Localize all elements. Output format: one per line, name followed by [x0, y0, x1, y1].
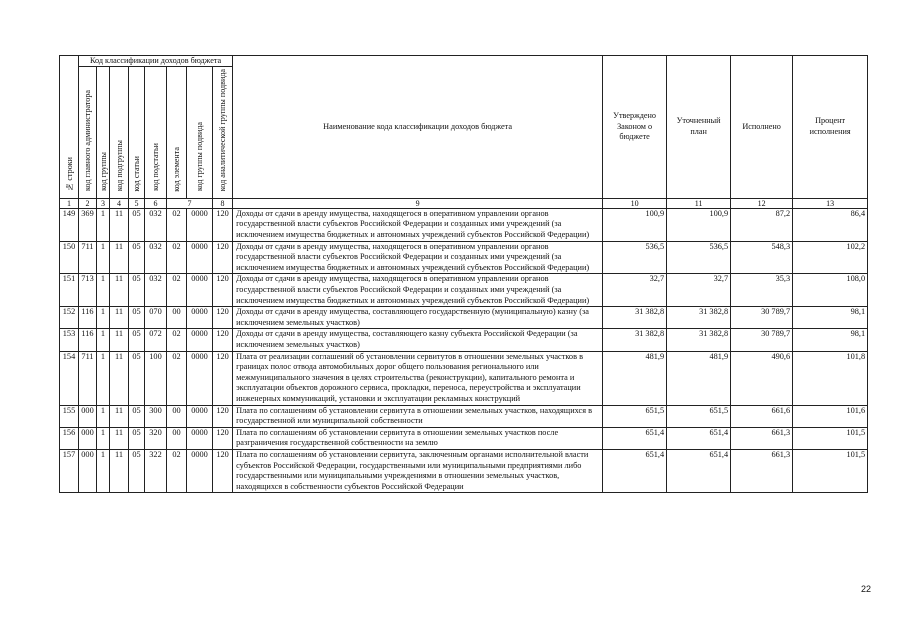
column-number: 13 — [793, 198, 868, 208]
analytic-group-code-cell: 120 — [213, 329, 233, 351]
execution-percent-cell: 98,1 — [793, 329, 868, 351]
table-row — [60, 241, 868, 274]
analytic-group-code-cell: 120 — [213, 274, 233, 307]
approved-amount-cell: 651,4 — [603, 427, 667, 449]
revenue-name-cell: Плата от реализации соглашений об установлении сервитутов в отношении земельных участков в границах полос отвода автомобильных дорог общего пользования регионального или межмуниципального значения в целях строительства (реконструкции), капитального ремонта и эксплуатации объектов дорожного сервиса, прокладки, переноса, переустройства и эксплуатации инженерных коммуникаций, установки и эксплуатации рекламных конструкций — [233, 351, 603, 405]
column-number: 11 — [667, 198, 731, 208]
column-number: 3 — [97, 198, 110, 208]
element-code-cell: 02 — [167, 241, 187, 274]
header-classification-group: Код классификации доходов бюджета — [79, 56, 233, 67]
approved-amount-cell: 31 382,8 — [603, 329, 667, 351]
subtype-group-code-cell: 0000 — [187, 449, 213, 492]
subtype-group-code-cell: 0000 — [187, 208, 213, 241]
header-row-no: № строки — [60, 56, 79, 199]
subgroup-code-cell: 11 — [110, 307, 129, 329]
revenue-name-cell: Плата по соглашениям об установлении сервитута, заключенным органами исполнительной власти субъектов Российской Федерации, государственными или муниципальными предприятиями либо государственными или муниципальными учреждениями в отношении земельных участков, находящихся в собственности субъектов Российской Федерации — [233, 449, 603, 492]
table-row — [60, 329, 868, 351]
header-article-code: код статьи — [129, 67, 145, 199]
approved-amount-cell: 651,4 — [603, 449, 667, 492]
plan-amount-cell: 651,5 — [667, 405, 731, 427]
group-code-cell: 1 — [97, 351, 110, 405]
admin-code-cell: 369 — [79, 208, 97, 241]
budget-revenue-table — [59, 55, 868, 493]
subarticle-code-cell: 072 — [145, 329, 167, 351]
approved-amount-cell: 536,5 — [603, 241, 667, 274]
row-line-number: 155 — [60, 405, 79, 427]
column-number: 12 — [731, 198, 793, 208]
article-code-cell: 05 — [129, 351, 145, 405]
subgroup-code-cell: 11 — [110, 449, 129, 492]
plan-amount-cell: 31 382,8 — [667, 307, 731, 329]
element-code-cell: 02 — [167, 274, 187, 307]
subgroup-code-cell: 11 — [110, 274, 129, 307]
subgroup-code-cell: 11 — [110, 427, 129, 449]
header-admin-code: код главного администратора — [79, 67, 97, 199]
article-code-cell: 05 — [129, 274, 145, 307]
execution-percent-cell: 101,5 — [793, 427, 868, 449]
subgroup-code-cell: 11 — [110, 405, 129, 427]
executed-amount-cell: 490,6 — [731, 351, 793, 405]
approved-amount-cell: 651,5 — [603, 405, 667, 427]
admin-code-cell: 711 — [79, 241, 97, 274]
header-subgroup-code: код подгруппы — [110, 67, 129, 199]
group-code-cell: 1 — [97, 427, 110, 449]
column-number: 8 — [213, 198, 233, 208]
article-code-cell: 05 — [129, 208, 145, 241]
analytic-group-code-cell: 120 — [213, 427, 233, 449]
execution-percent-cell: 108,0 — [793, 274, 868, 307]
plan-amount-cell: 651,4 — [667, 427, 731, 449]
column-number: 10 — [603, 198, 667, 208]
executed-amount-cell: 87,2 — [731, 208, 793, 241]
revenue-name-cell: Доходы от сдачи в аренду имущества, составляющего государственную (муниципальную) казну (за исключением земельных участков) — [233, 307, 603, 329]
revenue-name-cell: Плата по соглашениям об установлении сервитута в отношении земельных участков после разграничения государственной собственности на землю — [233, 427, 603, 449]
header-subtype-group-code: код группы подвида — [187, 67, 213, 199]
plan-amount-cell: 31 382,8 — [667, 329, 731, 351]
revenue-name-cell: Доходы от сдачи в аренду имущества, находящегося в оперативном управлении органов государственной власти субъектов Российской Федерации и созданных ими учреждений (за исключением имущества бюджетных и автономных учреждений субъектов Российской Федерации) — [233, 274, 603, 307]
analytic-group-code-cell: 120 — [213, 351, 233, 405]
subtype-group-code-cell: 0000 — [187, 241, 213, 274]
admin-code-cell: 711 — [79, 351, 97, 405]
column-number: 1 — [60, 198, 79, 208]
execution-percent-cell: 102,2 — [793, 241, 868, 274]
table-row — [60, 405, 868, 427]
subarticle-code-cell: 100 — [145, 351, 167, 405]
subarticle-code-cell: 070 — [145, 307, 167, 329]
group-code-cell: 1 — [97, 307, 110, 329]
revenue-name-cell: Плата по соглашениям об установлении сервитута в отношении земельных участков, находящихся в государственной или муниципальной собственности — [233, 405, 603, 427]
admin-code-cell: 000 — [79, 427, 97, 449]
subgroup-code-cell: 11 — [110, 351, 129, 405]
row-line-number: 152 — [60, 307, 79, 329]
header-plan: Уточненный план — [667, 56, 731, 199]
plan-amount-cell: 32,7 — [667, 274, 731, 307]
row-line-number: 149 — [60, 208, 79, 241]
execution-percent-cell: 101,8 — [793, 351, 868, 405]
column-number: 5 — [129, 198, 145, 208]
header-element-code: код элемента — [167, 67, 187, 199]
revenue-name-cell: Доходы от сдачи в аренду имущества, находящегося в оперативном управлении органов государственной власти субъектов Российской Федерации и созданных ими учреждений (за исключением имущества бюджетных и автономных учреждений субъектов Российской Федерации) — [233, 208, 603, 241]
group-code-cell: 1 — [97, 208, 110, 241]
subtype-group-code-cell: 0000 — [187, 351, 213, 405]
subarticle-code-cell: 032 — [145, 274, 167, 307]
row-line-number: 150 — [60, 241, 79, 274]
column-number: 4 — [110, 198, 129, 208]
table-row — [60, 208, 868, 241]
executed-amount-cell: 30 789,7 — [731, 307, 793, 329]
page-number: 22 — [861, 584, 872, 594]
analytic-group-code-cell: 120 — [213, 449, 233, 492]
executed-amount-cell: 661,3 — [731, 427, 793, 449]
execution-percent-cell: 101,5 — [793, 449, 868, 492]
group-code-cell: 1 — [97, 405, 110, 427]
table-row — [60, 427, 868, 449]
execution-percent-cell: 101,6 — [793, 405, 868, 427]
header-name: Наименование кода классификации доходов бюджета — [233, 56, 603, 199]
header-approved: Утверждено Законом о бюджете — [603, 56, 667, 199]
group-code-cell: 1 — [97, 449, 110, 492]
element-code-cell: 02 — [167, 351, 187, 405]
element-code-cell: 02 — [167, 329, 187, 351]
revenue-name-cell: Доходы от сдачи в аренду имущества, находящегося в оперативном управлении органов государственной власти субъектов Российской Федерации и созданных ими учреждений (за исключением имущества бюджетных и автономных учреждений субъектов Российской Федерации) — [233, 241, 603, 274]
approved-amount-cell: 32,7 — [603, 274, 667, 307]
article-code-cell: 05 — [129, 307, 145, 329]
group-code-cell: 1 — [97, 274, 110, 307]
analytic-group-code-cell: 120 — [213, 405, 233, 427]
plan-amount-cell: 651,4 — [667, 449, 731, 492]
plan-amount-cell: 536,5 — [667, 241, 731, 274]
group-code-cell: 1 — [97, 241, 110, 274]
analytic-group-code-cell: 120 — [213, 241, 233, 274]
article-code-cell: 05 — [129, 405, 145, 427]
admin-code-cell: 000 — [79, 449, 97, 492]
revenue-name-cell: Доходы от сдачи в аренду имущества, составляющего казну субъекта Российской Федерации (за исключением земельных участков) — [233, 329, 603, 351]
subtype-group-code-cell: 0000 — [187, 405, 213, 427]
row-line-number: 156 — [60, 427, 79, 449]
column-number: 6 — [145, 198, 167, 208]
element-code-cell: 02 — [167, 208, 187, 241]
table-row — [60, 307, 868, 329]
element-code-cell: 00 — [167, 307, 187, 329]
subarticle-code-cell: 322 — [145, 449, 167, 492]
analytic-group-code-cell: 120 — [213, 208, 233, 241]
table-row — [60, 449, 868, 492]
subgroup-code-cell: 11 — [110, 208, 129, 241]
table-body — [60, 208, 868, 492]
budget-table-sheet — [59, 55, 867, 493]
execution-percent-cell: 86,4 — [793, 208, 868, 241]
subtype-group-code-cell: 0000 — [187, 329, 213, 351]
table-row — [60, 274, 868, 307]
subgroup-code-cell: 11 — [110, 241, 129, 274]
header-subarticle-code: код подстатьи — [145, 67, 167, 199]
group-code-cell: 1 — [97, 329, 110, 351]
executed-amount-cell: 30 789,7 — [731, 329, 793, 351]
approved-amount-cell: 100,9 — [603, 208, 667, 241]
article-code-cell: 05 — [129, 427, 145, 449]
executed-amount-cell: 548,3 — [731, 241, 793, 274]
column-number: 9 — [233, 198, 603, 208]
row-line-number: 154 — [60, 351, 79, 405]
admin-code-cell: 000 — [79, 405, 97, 427]
column-number: 2 — [79, 198, 97, 208]
row-line-number: 157 — [60, 449, 79, 492]
article-code-cell: 05 — [129, 241, 145, 274]
column-numbers-row — [60, 198, 868, 208]
article-code-cell: 05 — [129, 329, 145, 351]
executed-amount-cell: 35,3 — [731, 274, 793, 307]
row-line-number: 151 — [60, 274, 79, 307]
element-code-cell: 00 — [167, 405, 187, 427]
table-row — [60, 351, 868, 405]
column-number: 7 — [167, 198, 213, 208]
admin-code-cell: 116 — [79, 307, 97, 329]
subarticle-code-cell: 320 — [145, 427, 167, 449]
article-code-cell: 05 — [129, 449, 145, 492]
approved-amount-cell: 481,9 — [603, 351, 667, 405]
header-group-row — [60, 56, 868, 67]
execution-percent-cell: 98,1 — [793, 307, 868, 329]
subtype-group-code-cell: 0000 — [187, 274, 213, 307]
row-line-number: 153 — [60, 329, 79, 351]
element-code-cell: 02 — [167, 449, 187, 492]
header-analytic-group-code: код аналитической группы подвида — [213, 67, 233, 199]
element-code-cell: 00 — [167, 427, 187, 449]
subarticle-code-cell: 032 — [145, 208, 167, 241]
subtype-group-code-cell: 0000 — [187, 307, 213, 329]
plan-amount-cell: 100,9 — [667, 208, 731, 241]
approved-amount-cell: 31 382,8 — [603, 307, 667, 329]
subtype-group-code-cell: 0000 — [187, 427, 213, 449]
subgroup-code-cell: 11 — [110, 329, 129, 351]
executed-amount-cell: 661,3 — [731, 449, 793, 492]
header-group-code: код группы — [97, 67, 110, 199]
executed-amount-cell: 661,6 — [731, 405, 793, 427]
analytic-group-code-cell: 120 — [213, 307, 233, 329]
subarticle-code-cell: 032 — [145, 241, 167, 274]
admin-code-cell: 713 — [79, 274, 97, 307]
header-executed: Исполнено — [731, 56, 793, 199]
subarticle-code-cell: 300 — [145, 405, 167, 427]
admin-code-cell: 116 — [79, 329, 97, 351]
plan-amount-cell: 481,9 — [667, 351, 731, 405]
header-percent: Процент исполнения — [793, 56, 868, 199]
